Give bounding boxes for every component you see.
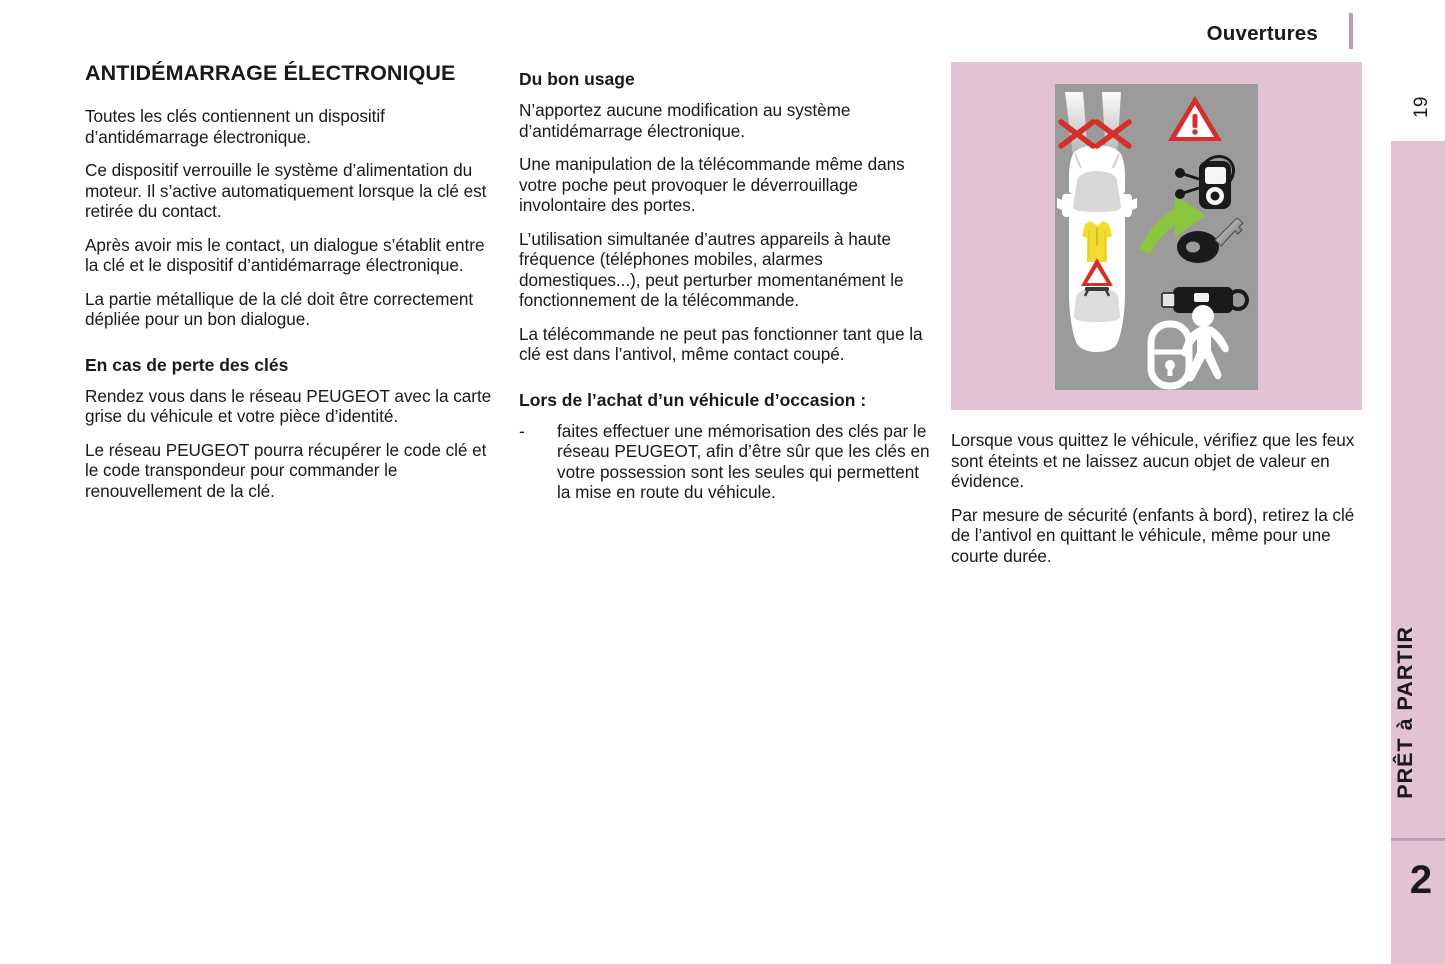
illustration-panel	[1055, 84, 1258, 390]
paragraph: Toutes les clés contiennent un dispositif d’antidémarrage électronique.	[85, 106, 385, 147]
paragraph: La partie métallique de la clé doit être correctement dépliée pour un bon dialogue.	[85, 288, 474, 329]
warning-triangle-icon	[1168, 96, 1222, 152]
paragraph: Lorsque vous quittez le véhicule, vérifiez que les feux sont éteints et ne laissez aucun objet de valeur en évidence.	[951, 430, 1355, 491]
chapter-label: PRÊT à PARTIR	[1393, 626, 1417, 799]
page-number: 19	[1411, 96, 1432, 119]
list-item	[519, 421, 931, 503]
bullet-list	[519, 421, 931, 503]
chapter-number: 2	[1409, 858, 1433, 902]
paragraph: Rendez vous dans le réseau PEUGEOT avec la carte grise du véhicule et votre pièce d’identité.	[85, 385, 492, 426]
subsection-heading: En cas de perte des clés	[85, 354, 289, 375]
chapter-divider	[1391, 838, 1445, 841]
paragraph: Par mesure de sécurité (enfants à bord), retirez la clé de l’antivol en quittant le véhicule, même pour une courte durée.	[951, 504, 1355, 566]
subsection-heading: Du bon usage	[519, 69, 635, 89]
subsection-heading: Lors de l’achat d’un véhicule d’occasion :	[519, 389, 867, 410]
paragraph: N’apportez aucune modification au système d’antidémarrage électronique.	[519, 100, 851, 141]
list-item-text: faites effectuer une mémorisation des clés par le réseau PEUGEOT, afin d’être sûr que les clés en votre possession sont les seules qui permettent la mise en route du véhicule.	[557, 420, 930, 502]
illustration-figure	[951, 62, 1362, 410]
paragraph: Après avoir mis le contact, un dialogue s’établit entre la clé et le dispositif d’antidémarrage électronique.	[85, 234, 485, 275]
left-text-column	[85, 60, 495, 514]
page-header	[0, 0, 1445, 56]
illustration-graphic	[1055, 84, 1258, 390]
headlight-beam-left	[1065, 92, 1088, 156]
list-marker: -	[519, 420, 525, 441]
paragraph: Une manipulation de la télécommande même dans votre poche peut provoquer le déverrouillage involontaire des portes.	[519, 154, 905, 215]
page-title: Ouvertures	[1206, 22, 1318, 45]
paragraph: Ce dispositif verrouille le système d’alimentation du moteur. Il s’active automatiquement lorsque la clé est retirée du contact.	[85, 160, 487, 221]
header-accent-rule	[1349, 13, 1353, 49]
paragraph: Le réseau PEUGEOT pourra récupérer le code clé et le code transpondeur pour commander le renouvellement de la clé.	[85, 439, 487, 501]
paragraph: L’utilisation simultanée d’autres appareils à haute fréquence (téléphones mobiles, alarmes domestiques...), peut perturber momentanément le fonctionnement de la télécommande.	[519, 228, 904, 310]
right-text-column	[951, 430, 1356, 579]
paragraph: La télécommande ne peut pas fonctionner tant que la clé est dans l’antivol, même contact coupé.	[519, 323, 923, 364]
middle-text-column	[519, 60, 931, 515]
section-title: ANTIDÉMARRAGE ÉLECTRONIQUE	[85, 61, 456, 85]
